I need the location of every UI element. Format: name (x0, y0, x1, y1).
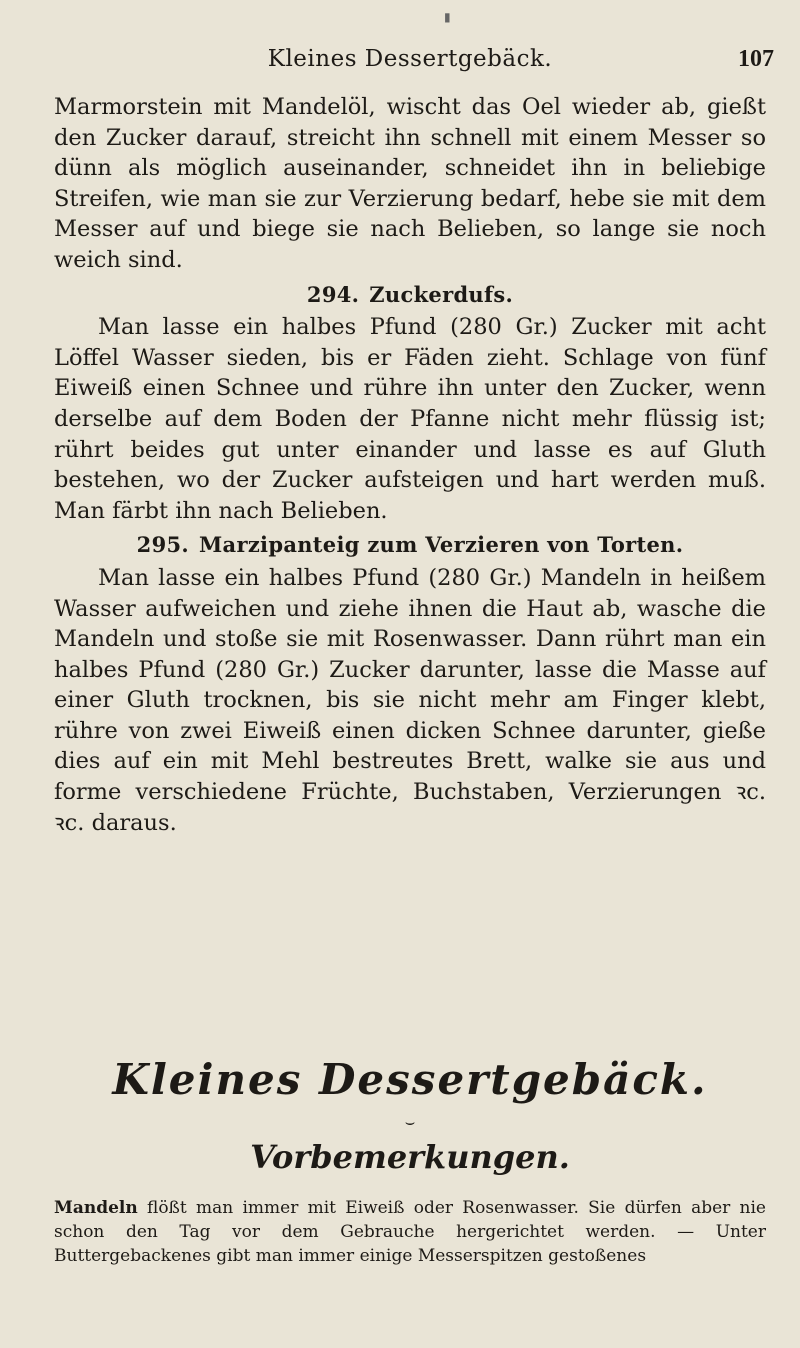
body-text (54, 92, 766, 838)
running-head (40, 46, 780, 86)
section-subtitle: Vorbemerkungen. (250, 1138, 570, 1176)
paragraph-continued: Marmorstein mit Mandelöl, wischt das Oel wieder ab, gießt den Zucker darauf, streicht ihn schnell mit einem Messer so dünn als möglich auseinander, schneidet ihn in beliebige Streifen, wie man sie zur Verzierung bedarf, hebe sie mit dem Messer auf und biege sie nach Belieben, so lange sie noch weich sind. (54, 94, 766, 273)
recipe-heading-295 (54, 530, 766, 561)
ornament-icon: ⌣ (404, 1112, 416, 1131)
recipe-text-294: Man lasse ein halbes Pfund (280 Gr.) Zucker mit acht Löffel Wasser sieden, bis er Fäden zieht. Schlage von fünf Eiweiß einen Schnee und rühre ihn unter den Zucker, wenn derselbe auf dem Boden der Pfanne nicht mehr flüssig ist; rührt beides gut unter einander und lasse es auf Gluth bestehen, wo der Zucker aufsteigen und hart werden muß. Man färbt ihn nach Belieben. (54, 314, 766, 524)
recipe-title: Marzipanteig zum Verzieren von Torten. (199, 532, 684, 558)
preliminary-remarks-text (54, 1196, 766, 1268)
remark-text: flößt man immer mit Eiweiß oder Rosenwasser. Sie dürfen aber nie schon den Tag vor dem Gebrauche hergerichtet werden. — Unter Buttergebackenes gibt man immer einige Messerspitzen gestoßenes (54, 1198, 766, 1266)
recipe-heading-294 (54, 280, 766, 311)
page-number: 107 (738, 46, 774, 72)
recipe-number: 295. (136, 532, 190, 558)
running-head-title: Kleines Dessertgebäck. (267, 46, 553, 72)
recipe-text-295: Man lasse ein halbes Pfund (280 Gr.) Mandeln in heißem Wasser aufweichen und ziehe ihnen die Haut ab, wasche die Mandeln und stoße sie mit Rosenwasser. Dann rührt man ein halbes Pfund (280 Gr.) Zucker darunter, lasse die Masse auf einer Gluth trocknen, bis sie nicht mehr am Finger klebt, rühre von zwei Eiweiß einen dicken Schnee darunter, gieße dies auf ein mit Mehl bestreutes Brett, walke sie aus und forme verschiedene Früchte, Buchstaben, Verzierungen ꝛc. ꝛc. daraus. (54, 564, 766, 836)
remark-lead-word: Mandeln (54, 1198, 138, 1218)
book-page (40, 0, 780, 1348)
section-title: Kleines Dessertgebäck. (112, 1055, 708, 1104)
pencil-mark: ▮ (444, 10, 451, 24)
recipe-title: Zuckerdufs. (369, 281, 514, 307)
recipe-number: 294. (306, 281, 360, 307)
